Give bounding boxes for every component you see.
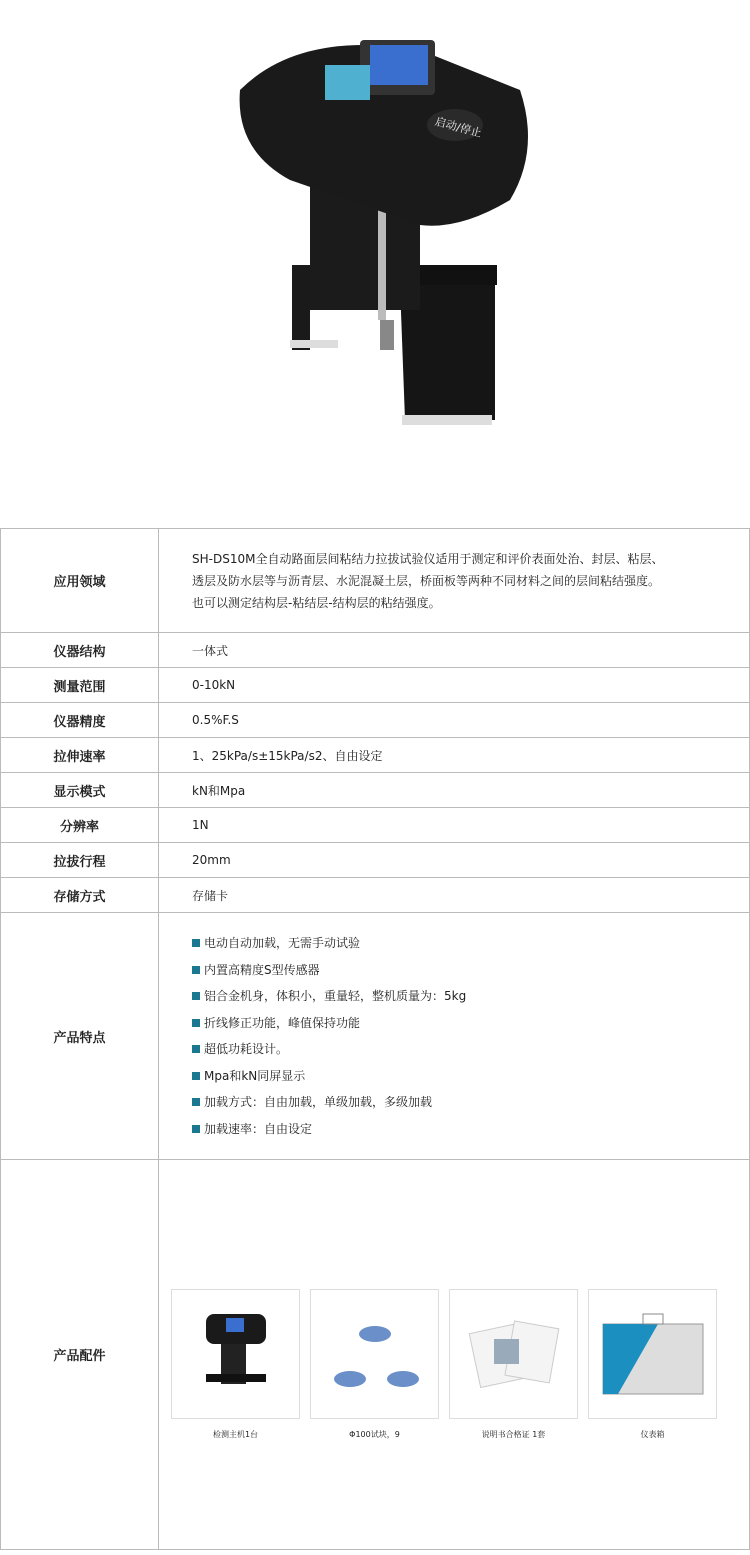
manual-certificate-image [449, 1289, 578, 1419]
accessory-card [588, 1289, 717, 1440]
row-value: 1N [159, 808, 750, 843]
features-list [192, 930, 749, 1142]
row-label: 显示模式 [1, 773, 159, 808]
feature-item: 加载速率：自由设定 [192, 1116, 749, 1143]
feature-item: 加载方式：自由加载，单级加载，多级加载 [192, 1089, 749, 1116]
row-value: 存储卡 [159, 878, 750, 913]
accessories-cell [159, 1160, 750, 1550]
row-label: 拉拔行程 [1, 843, 159, 878]
row-label: 应用领域 [1, 529, 159, 633]
accessory-caption: 仪表箱 [640, 1430, 665, 1439]
accessory-caption: Φ100试块，9 [349, 1430, 400, 1439]
row-value: 0-10kN [159, 668, 750, 703]
desc-line: 透层及防水层等与沥青层、水泥混凝土层，桥面板等两种不同材料之间的层间粘结强度。 [192, 573, 661, 588]
feature-item: 电动自动加载，无需手动试验 [192, 930, 749, 957]
row-label: 存储方式 [1, 878, 159, 913]
table-row [1, 668, 750, 703]
accessory-card [449, 1289, 578, 1440]
row-label: 仪器精度 [1, 703, 159, 738]
row-value [159, 529, 750, 633]
row-value: 0.5%F.S [159, 703, 750, 738]
table-row [1, 633, 750, 668]
row-value: 20mm [159, 843, 750, 878]
features-row [1, 913, 750, 1160]
table-row [1, 529, 750, 633]
desc-line: 也可以测定结构层-粘结层-结构层的粘结强度。 [192, 595, 441, 610]
spec-table [0, 528, 750, 1550]
table-row [1, 843, 750, 878]
feature-item: 内置高精度S型传感器 [192, 957, 749, 984]
product-image [230, 30, 540, 440]
feature-item: 超低功耗设计。 [192, 1036, 749, 1063]
accessory-card [310, 1289, 439, 1440]
feature-item: 折线修正功能，峰值保持功能 [192, 1010, 749, 1037]
accessory-card [171, 1289, 300, 1440]
table-row [1, 878, 750, 913]
table-row [1, 773, 750, 808]
row-label: 仪器结构 [1, 633, 159, 668]
row-value: 1、25kPa/s±15kPa/s2、自由设定 [159, 738, 750, 773]
table-row [1, 738, 750, 773]
table-row [1, 808, 750, 843]
accessory-caption: 说明书合格证 1套 [481, 1430, 546, 1439]
feature-item: Mpa和kN同屏显示 [192, 1063, 749, 1090]
main-unit-image [171, 1289, 300, 1419]
desc-line: SH-DS10M全自动路面层间粘结力拉拔试验仪适用于测定和评价表面处治、封层、粘层、 [192, 551, 664, 566]
row-label: 拉伸速率 [1, 738, 159, 773]
accessories-row [1, 1160, 750, 1550]
table-row [1, 703, 750, 738]
test-blocks-image [310, 1289, 439, 1419]
start-stop-label: 启动/停止 [433, 114, 484, 140]
row-label: 产品特点 [1, 913, 159, 1160]
row-label: 分辨率 [1, 808, 159, 843]
instrument-case-image [588, 1289, 717, 1419]
row-value: 一体式 [159, 633, 750, 668]
row-label: 测量范围 [1, 668, 159, 703]
accessory-caption: 检测主机1台 [212, 1430, 259, 1439]
row-value: kN和Mpa [159, 773, 750, 808]
row-label: 产品配件 [1, 1160, 159, 1550]
features-list-cell [159, 913, 750, 1160]
feature-item: 铝合金机身，体积小，重量轻，整机质量为：5kg [192, 983, 749, 1010]
